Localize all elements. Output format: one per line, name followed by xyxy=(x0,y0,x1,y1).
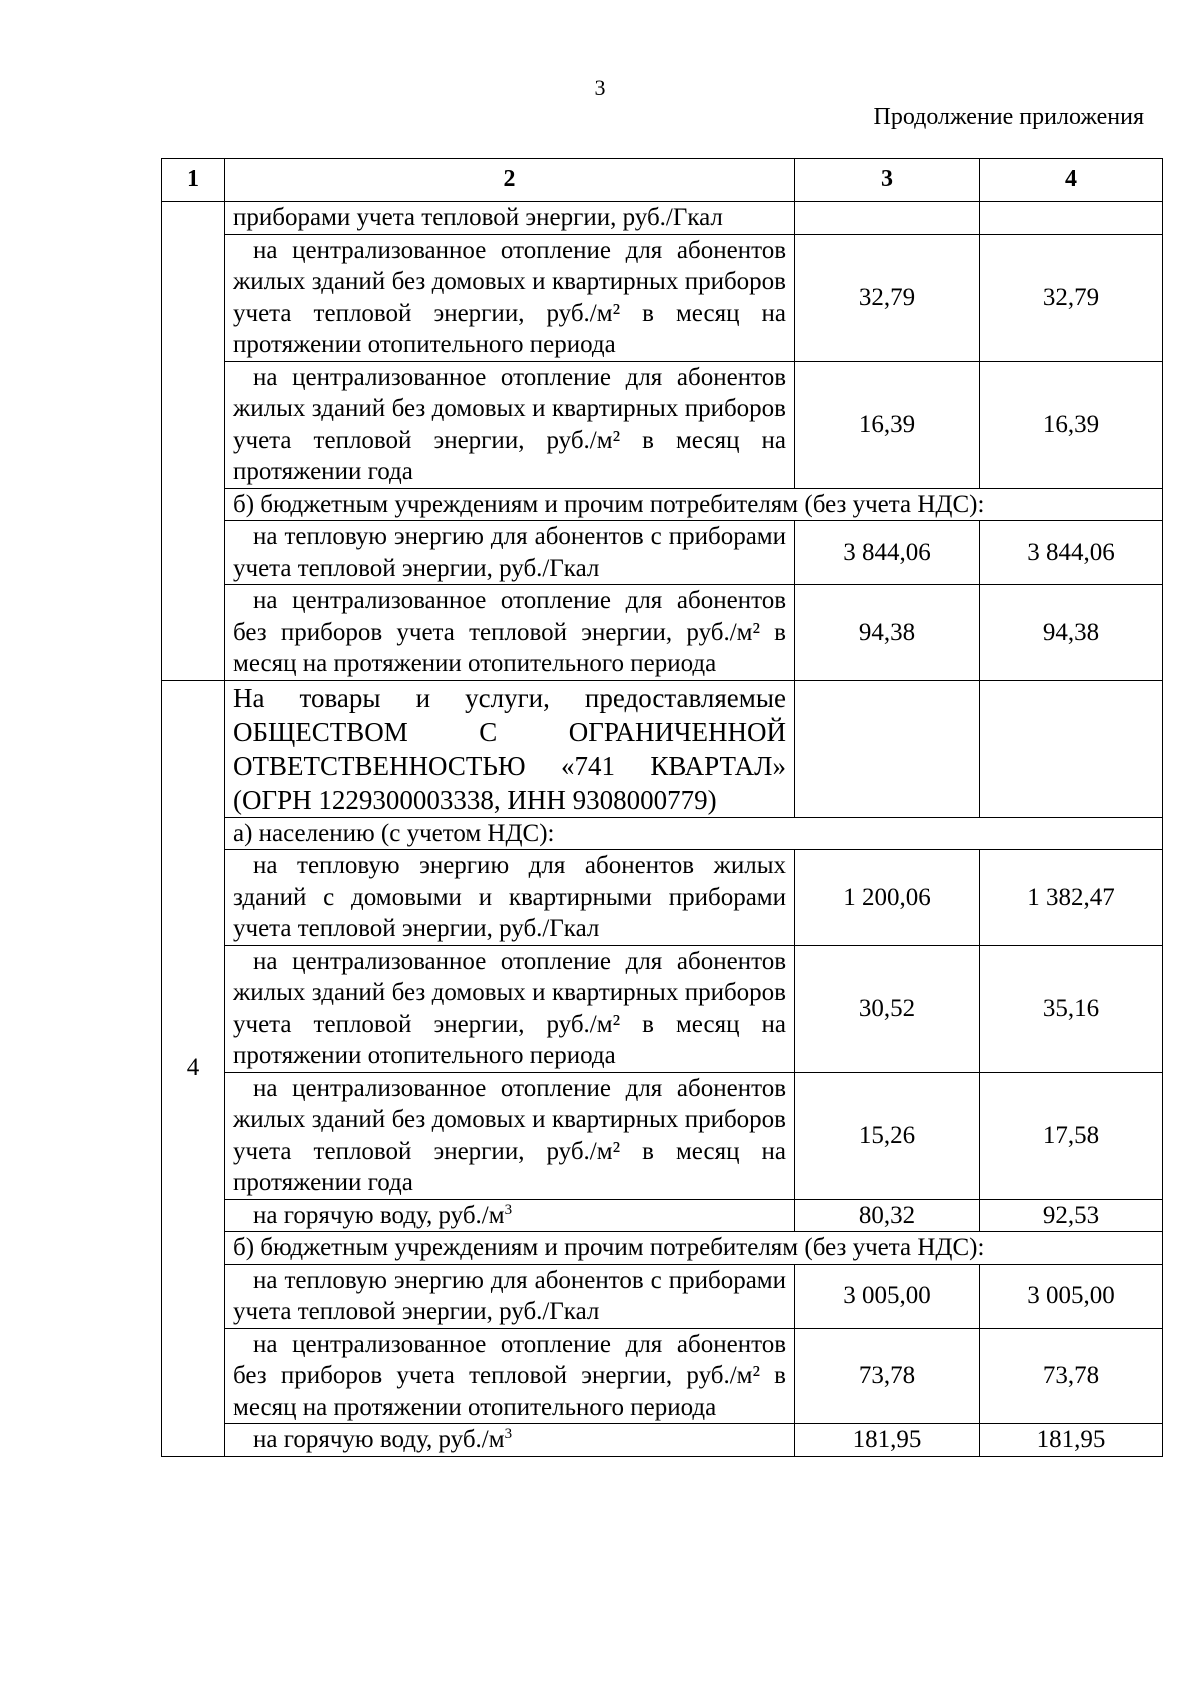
table-row xyxy=(162,945,1163,1072)
superscript-exponent: 3 xyxy=(504,1201,513,1218)
org-row xyxy=(162,680,1163,817)
row-description xyxy=(225,1199,795,1232)
value-col4: 181,95 xyxy=(980,1424,1163,1457)
value-col3: 30,52 xyxy=(795,945,980,1072)
group-row xyxy=(162,1232,1163,1265)
table-row xyxy=(162,361,1163,488)
row-description: на тепловую энергию для абонентов жилых зданий с домовыми и квартирными приборами учета тепловой энергии, руб./Гкал xyxy=(225,850,795,946)
value-col3: 73,78 xyxy=(795,1328,980,1424)
value-col4: 17,58 xyxy=(980,1072,1163,1199)
column-header: 2 xyxy=(225,159,795,202)
value-col4: 3 844,06 xyxy=(980,521,1163,585)
row-description: на тепловую энергию для абонентов с приборами учета тепловой энергии, руб./Гкал xyxy=(225,1264,795,1328)
column-header: 3 xyxy=(795,159,980,202)
value-col3: 1 200,06 xyxy=(795,850,980,946)
value-col4 xyxy=(980,680,1163,817)
row-description: приборами учета тепловой энергии, руб./Гкал xyxy=(225,202,795,235)
value-col4 xyxy=(980,202,1163,235)
value-col3 xyxy=(795,680,980,817)
table-row xyxy=(162,202,1163,235)
group-row xyxy=(162,488,1163,521)
value-col4: 16,39 xyxy=(980,361,1163,488)
row-description: на централизованное отопление для абонентов жилых зданий без домовых и квартирных приборов учета тепловой энергии, руб./м² в месяц на протяжении отопительного периода xyxy=(225,234,795,361)
row-description-text: на горячую воду, руб./м xyxy=(253,1426,505,1453)
value-col3: 80,32 xyxy=(795,1199,980,1232)
table-header-row xyxy=(162,159,1163,202)
row-index-cell: 4 xyxy=(162,680,225,1456)
table-row xyxy=(162,850,1163,946)
value-col3: 3 844,06 xyxy=(795,521,980,585)
row-description: на централизованное отопление для абонентов без приборов учета тепловой энергии, руб./м² в месяц на протяжении отопительного периода xyxy=(225,1328,795,1424)
row-description: на централизованное отопление для абонентов жилых зданий без домовых и квартирных приборов учета тепловой энергии, руб./м² в месяц на протяжении отопительного периода xyxy=(225,945,795,1072)
column-header: 1 xyxy=(162,159,225,202)
row-description: на централизованное отопление для абонентов жилых зданий без домовых и квартирных приборов учета тепловой энергии, руб./м² в месяц на протяжении года xyxy=(225,361,795,488)
value-col4: 92,53 xyxy=(980,1199,1163,1232)
row-description-text: на горячую воду, руб./м xyxy=(253,1201,505,1229)
value-col3: 32,79 xyxy=(795,234,980,361)
organization-description: На товары и услуги, предоставляемые ОБЩЕСТВОМ С ОГРАНИЧЕННОЙ ОТВЕТСТВЕННОСТЬЮ «741 КВАРТАЛ» (ОГРН 1229300003338, ИНН 9308000779) xyxy=(225,680,795,817)
table-row xyxy=(162,1264,1163,1328)
group-row xyxy=(162,817,1163,850)
row-index-cell xyxy=(162,202,225,681)
row-description: на тепловую энергию для абонентов с приборами учета тепловой энергии, руб./Гкал xyxy=(225,521,795,585)
table-row xyxy=(162,521,1163,585)
value-col3: 3 005,00 xyxy=(795,1264,980,1328)
value-col3: 181,95 xyxy=(795,1424,980,1457)
row-description: на централизованное отопление для абонентов без приборов учета тепловой энергии, руб./м² в месяц на протяжении отопительного периода xyxy=(225,585,795,681)
table-row xyxy=(162,234,1163,361)
table-row xyxy=(162,585,1163,681)
table-row xyxy=(162,1328,1163,1424)
table-row xyxy=(162,1424,1163,1457)
value-col4: 94,38 xyxy=(980,585,1163,681)
row-description xyxy=(225,1424,795,1457)
continuation-label: Продолжение приложения xyxy=(873,104,1144,130)
group-heading: б) бюджетным учреждениям и прочим потребителям (без учета НДС): xyxy=(225,1232,1163,1265)
group-heading: б) бюджетным учреждениям и прочим потребителям (без учета НДС): xyxy=(225,488,1163,521)
value-col3 xyxy=(795,202,980,235)
column-header: 4 xyxy=(980,159,1163,202)
superscript-exponent: 3 xyxy=(504,1426,513,1442)
value-col3: 94,38 xyxy=(795,585,980,681)
group-heading: а) населению (с учетом НДС): xyxy=(225,817,1163,850)
value-col4: 3 005,00 xyxy=(980,1264,1163,1328)
value-col3: 16,39 xyxy=(795,361,980,488)
value-col4: 35,16 xyxy=(980,945,1163,1072)
table-row xyxy=(162,1199,1163,1232)
tariff-table xyxy=(161,158,1163,1457)
row-description: на централизованное отопление для абонентов жилых зданий без домовых и квартирных приборов учета тепловой энергии, руб./м² в месяц на протяжении года xyxy=(225,1072,795,1199)
page-number: 3 xyxy=(594,75,606,100)
value-col3: 15,26 xyxy=(795,1072,980,1199)
value-col4: 1 382,47 xyxy=(980,850,1163,946)
value-col4: 32,79 xyxy=(980,234,1163,361)
table-row xyxy=(162,1072,1163,1199)
value-col4: 73,78 xyxy=(980,1328,1163,1424)
